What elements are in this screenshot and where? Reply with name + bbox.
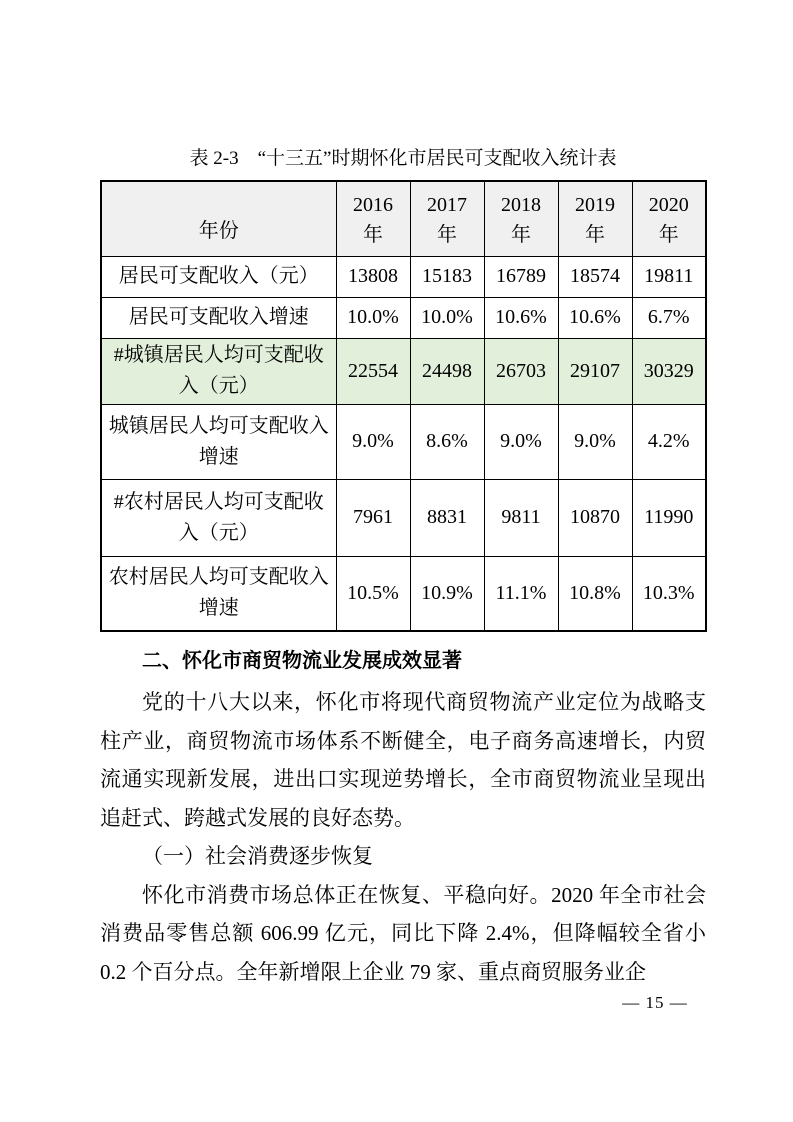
cell-value: 15183 xyxy=(410,256,484,297)
page-content xyxy=(100,147,706,991)
cell-value: 10.3% xyxy=(632,556,706,631)
row-label: #城镇居民人均可支配收入（元） xyxy=(101,338,336,404)
year-suffix: 年 xyxy=(363,223,383,246)
cell-value: 13808 xyxy=(336,256,410,297)
year-header-cell xyxy=(632,181,706,256)
cell-value: 9.0% xyxy=(558,404,632,479)
cell-value: 19811 xyxy=(632,256,706,297)
year-suffix: 年 xyxy=(585,223,605,246)
table-row-urban-income-growth xyxy=(101,404,706,479)
year-suffix: 年 xyxy=(511,223,531,246)
corner-header-cell: 年份 xyxy=(101,181,336,256)
body-paragraph-1: 党的十八大以来，怀化市将现代商贸物流产业定位为战略支柱产业，商贸物流市场体系不断健全，电子商务高速增长，内贸流通实现新发展，进出口实现逆势增长，全市商贸物流业呈现出追赶式、跨越式发展的良好态势。 xyxy=(100,690,706,830)
cell-value: 29107 xyxy=(558,338,632,404)
cell-value: 10870 xyxy=(558,479,632,556)
body-paragraph-2: 怀化市消费市场总体正在恢复、平稳向好。2020 年全市社会消费品零售总额 606.99 亿元，同比下降 2.4%，但降幅较全省小 0.2 个百分点。全年新增限上企业 79 家、重点商贸服务业企 xyxy=(100,882,706,984)
cell-value: 4.2% xyxy=(632,404,706,479)
cell-value: 10.8% xyxy=(558,556,632,631)
table-row-rural-income xyxy=(101,479,706,556)
table-row-disposable-income-growth xyxy=(101,297,706,338)
cell-value: 26703 xyxy=(484,338,558,404)
cell-value: 10.0% xyxy=(410,297,484,338)
row-label: #农村居民人均可支配收入（元） xyxy=(101,479,336,556)
row-label: 居民可支配收入增速 xyxy=(101,297,336,338)
cell-value: 22554 xyxy=(336,338,410,404)
year-value: 2018 xyxy=(501,193,541,216)
cell-value: 24498 xyxy=(410,338,484,404)
year-value: 2020 xyxy=(648,193,689,216)
table-row-disposable-income xyxy=(101,256,706,297)
cell-value: 9.0% xyxy=(484,404,558,479)
cell-value: 10.6% xyxy=(484,297,558,338)
year-value: 2019 xyxy=(575,193,615,216)
income-statistics-table xyxy=(100,180,707,632)
cell-value: 7961 xyxy=(336,479,410,556)
cell-value: 8.6% xyxy=(410,404,484,479)
page-number: — 15 — xyxy=(622,993,688,1012)
cell-value: 6.7% xyxy=(632,297,706,338)
table-row-rural-income-growth xyxy=(101,556,706,631)
cell-value: 30329 xyxy=(632,338,706,404)
cell-value: 9.0% xyxy=(336,404,410,479)
table-header-row xyxy=(101,181,706,256)
cell-value: 10.5% xyxy=(336,556,410,631)
table-row-urban-income xyxy=(101,338,706,404)
year-header-cell xyxy=(410,181,484,256)
year-value: 2017 xyxy=(427,193,467,216)
cell-value: 11990 xyxy=(632,479,706,556)
year-value: 2016 xyxy=(353,193,393,216)
year-header-cell xyxy=(484,181,558,256)
cell-value: 8831 xyxy=(410,479,484,556)
row-label: 居民可支配收入（元） xyxy=(101,256,336,297)
cell-value: 10.6% xyxy=(558,297,632,338)
cell-value: 10.9% xyxy=(410,556,484,631)
cell-value: 10.0% xyxy=(336,297,410,338)
row-label: 城镇居民人均可支配收入增速 xyxy=(101,404,336,479)
cell-value: 11.1% xyxy=(484,556,558,631)
table-caption: 表 2-3 “十三五”时期怀化市居民可支配收入统计表 xyxy=(189,148,617,169)
cell-value: 16789 xyxy=(484,256,558,297)
year-suffix: 年 xyxy=(658,223,679,246)
cell-value: 9811 xyxy=(484,479,558,556)
row-label: 农村居民人均可支配收入增速 xyxy=(101,556,336,631)
year-header-cell xyxy=(336,181,410,256)
year-header-cell xyxy=(558,181,632,256)
section-heading: 二、怀化市商贸物流业发展成效显著 xyxy=(142,650,462,672)
year-suffix: 年 xyxy=(437,223,457,246)
sub-section-heading: （一）社会消费逐步恢复 xyxy=(142,844,373,868)
cell-value: 18574 xyxy=(558,256,632,297)
